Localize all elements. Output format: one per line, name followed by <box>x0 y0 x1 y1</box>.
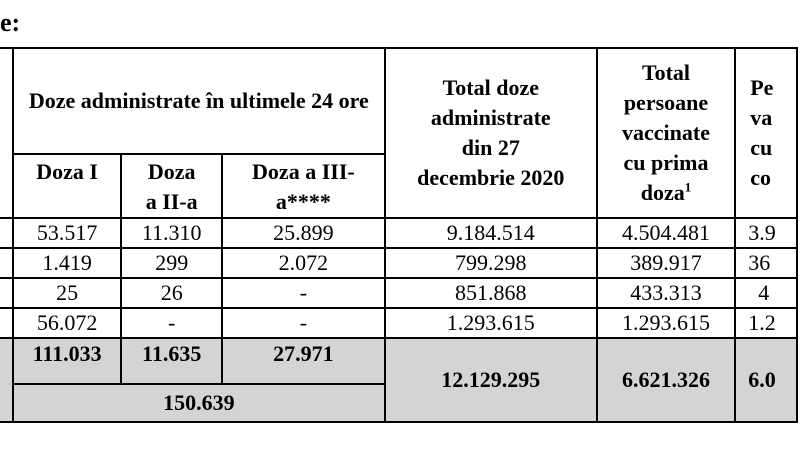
cell-total: 1.293.615 <box>385 308 597 338</box>
header-total-line3: decembrie 2020 <box>417 165 565 190</box>
cell-dose1: 1.419 <box>13 248 122 278</box>
header-total-line2: din 27 <box>461 135 520 160</box>
grand-first-dose: 6.621.326 <box>597 338 735 422</box>
cell-total: 799.298 <box>385 248 597 278</box>
total-dose1: 111.033 <box>13 338 122 384</box>
grand-cut: 6.0 <box>735 338 797 422</box>
header-cut-line2: va <box>750 105 773 130</box>
grand-total: 12.129.295 <box>385 338 597 422</box>
cell-dose2: 299 <box>121 248 222 278</box>
header-first-line5 <box>598 178 734 208</box>
cell-first-dose: 1.293.615 <box>597 308 735 338</box>
cell-first-dose: 433.313 <box>597 278 735 308</box>
cell-dose2: 11.310 <box>121 218 222 248</box>
header-first-dose <box>597 48 735 218</box>
cell-dose2: 26 <box>121 278 222 308</box>
cell-dose1: 53.517 <box>13 218 122 248</box>
cell-dose3: - <box>222 278 385 308</box>
cell-dose1: 56.072 <box>13 308 122 338</box>
cell-cut: 4 <box>735 278 797 308</box>
header-first-line1: Total <box>641 60 691 85</box>
totals-row <box>0 338 797 384</box>
header-dose-2 <box>121 154 222 218</box>
header-first-line4: cu prima <box>623 150 709 175</box>
cell-total: 851.868 <box>385 278 597 308</box>
total-dose3: 27.971 <box>222 338 385 384</box>
header-dose3-line2: a**** <box>275 189 331 214</box>
header-cut-line4: co <box>750 165 771 190</box>
cell-cut: 1.2 <box>735 308 797 338</box>
header-cut-line3: cu <box>750 135 773 160</box>
header-first-line3: vaccinate <box>622 120 710 145</box>
cell-dose1: 25 <box>13 278 122 308</box>
table-row <box>0 308 797 338</box>
row-label-column <box>0 48 13 218</box>
header-total-doses <box>385 48 597 218</box>
header-first-doza: doza <box>640 180 685 205</box>
header-first-line2: persoane <box>623 90 709 115</box>
section-heading: e: <box>0 8 21 37</box>
cell-cut: 3.9 <box>735 218 797 248</box>
cell-first-dose: 389.917 <box>597 248 735 278</box>
header-last-24h: Doze administrate în ultimele 24 ore <box>13 48 385 154</box>
table-row <box>0 248 797 278</box>
header-cut-column <box>735 48 797 218</box>
cell-dose3: 25.899 <box>222 218 385 248</box>
cell-dose3: - <box>222 308 385 338</box>
vaccination-table <box>0 47 798 423</box>
table-row <box>0 278 797 308</box>
header-cut-line1: Pe <box>750 75 774 100</box>
header-dose2-line2: a II-a <box>145 189 198 214</box>
header-total-line1: Total doze administrate <box>430 75 551 130</box>
cell-cut: 36 <box>735 248 797 278</box>
cell-first-dose: 4.504.481 <box>597 218 735 248</box>
cell-dose3: 2.072 <box>222 248 385 278</box>
header-dose-3 <box>222 154 385 218</box>
cell-total: 9.184.514 <box>385 218 597 248</box>
table-row <box>0 218 797 248</box>
header-dose3-line1: Doza a III- <box>252 159 355 184</box>
header-dose-1: Doza I <box>13 154 122 218</box>
cell-dose2: - <box>121 308 222 338</box>
header-dose2-line1: Doza <box>147 159 196 184</box>
total-dose2: 11.635 <box>121 338 222 384</box>
total-last-24h: 150.639 <box>13 384 385 422</box>
footnote-marker: 1 <box>684 179 692 195</box>
